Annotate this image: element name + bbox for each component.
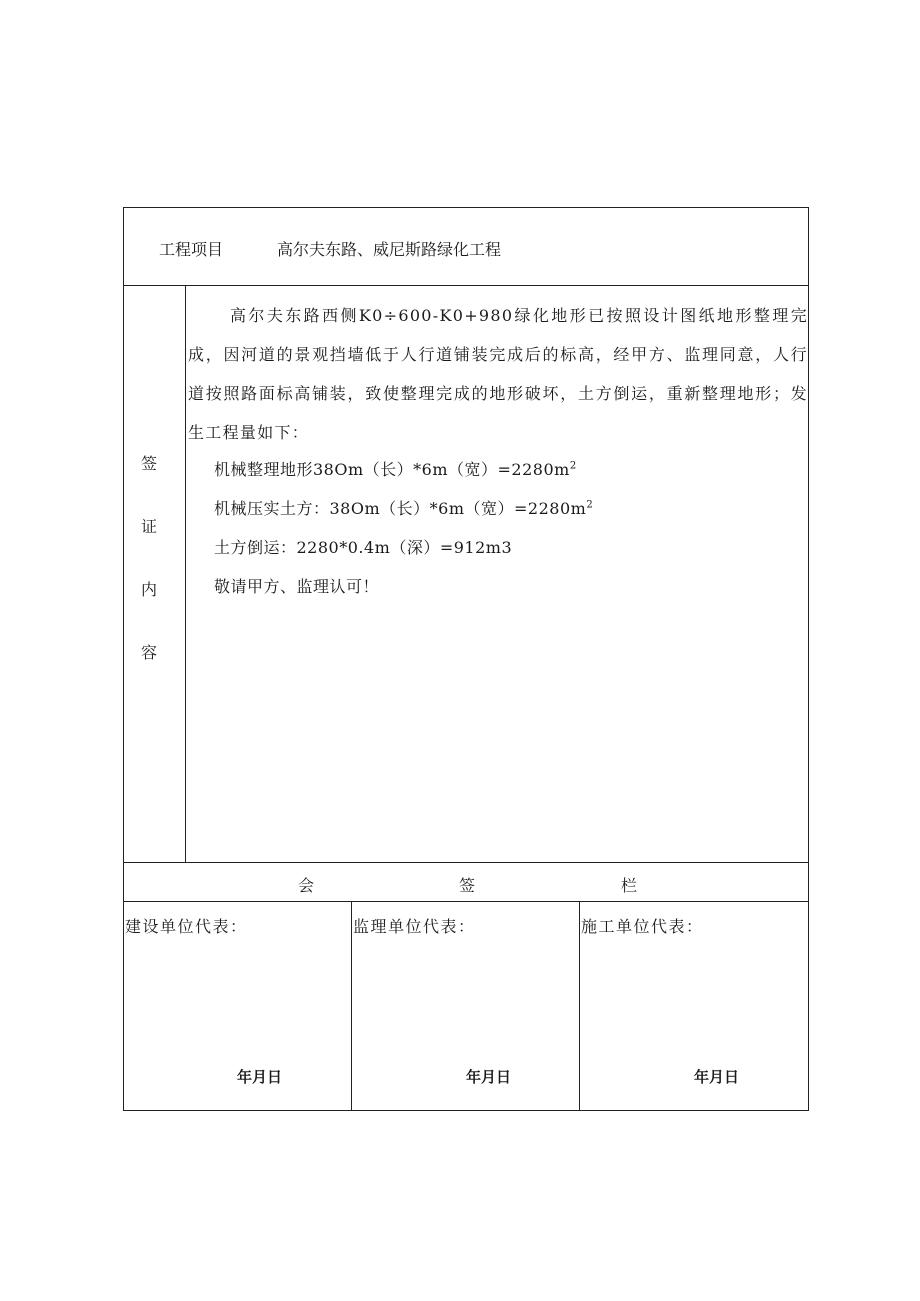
signoff-header-char: 会 — [298, 876, 315, 895]
visa-description: 高尔夫东路西侧K0÷600-K0+980绿化地形已按照设计图纸地形整理完成，因河道的景观挡墙低于人行道铺装完成后的标高，经甲方、监理同意，人行道按照路面标高铺装，致使整理完成的地形破坏，土方倒运，重新整理地形；发生工程量如下： — [188, 306, 808, 442]
project-name: 高尔夫东路、威尼斯路绿化工程 — [277, 240, 502, 259]
signoff-header — [124, 863, 808, 902]
quantity-item-text: 土方倒运：2280*0.4m（深）=912m3 — [214, 538, 513, 557]
visa-form — [123, 207, 809, 1111]
signoff-date: 年月日 — [466, 1068, 512, 1086]
quantity-item — [214, 535, 512, 558]
content-label-column — [124, 286, 186, 862]
signoff-title: 施工单位代表： — [581, 917, 704, 936]
signoff-date: 年月日 — [237, 1068, 283, 1086]
quantity-item-text: 机械整理地形38Om（长）*6m（宽）=2280m — [214, 460, 570, 479]
project-label: 工程项目 — [159, 240, 224, 259]
signoff-title: 建设单位代表： — [125, 917, 248, 936]
quantity-item-text: 机械压实土方：38Om（长）*6m（宽）=2280m — [214, 499, 587, 518]
quantity-item — [214, 496, 593, 519]
content-label-char: 内 — [140, 580, 157, 599]
signoff-header-char: 栏 — [621, 876, 638, 895]
signoff-title: 监理单位代表： — [353, 917, 476, 936]
content-label-char: 容 — [140, 643, 157, 662]
signoff-date: 年月日 — [694, 1068, 740, 1086]
signoff-header-char: 签 — [459, 876, 476, 895]
closing-request-text: 敬请甲方、监理认可！ — [214, 577, 380, 596]
content-label-char: 证 — [140, 517, 157, 536]
signoff-column-contractor — [580, 902, 808, 1110]
visa-content-row — [124, 286, 808, 863]
content-body — [186, 286, 808, 862]
signoff-column-owner — [124, 902, 352, 1110]
quantity-item — [214, 457, 577, 480]
quantity-item-superscript: 2 — [569, 460, 577, 472]
quantity-item-superscript: 2 — [586, 499, 594, 511]
content-label-char: 签 — [140, 454, 157, 473]
closing-request — [214, 574, 379, 597]
signoff-column-supervisor — [352, 902, 580, 1110]
project-row — [124, 208, 808, 286]
